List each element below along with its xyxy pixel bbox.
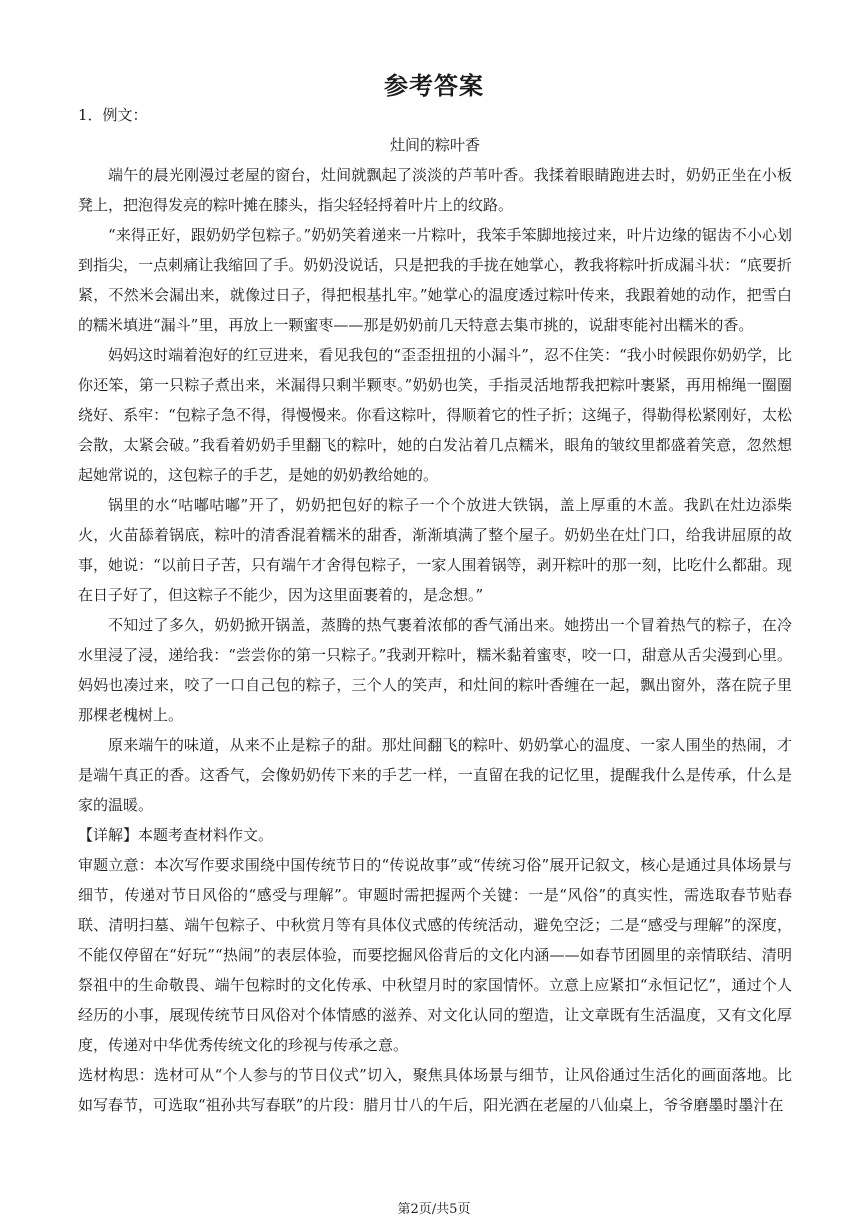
essay-paragraph: 不知过了多久，奶奶掀开锅盖，蒸腾的热气裹着浓郁的香气涌出来。她捞出一个冒着热气的粽子，在冷水里浸了浸，递给我：“尝尝你的第一只粽子。”我剥开粽叶，糯米黏着蜜枣，咬一口，甜意从舌尖漫到心里。妈妈也凑过来，咬了一口自己包的粽子，三个人的笑声，和灶间的粽叶香缠在一起，飘出窗外，落在院子里那棵老槐树上。 — [78, 616, 792, 724]
answer-content — [78, 100, 792, 1120]
essay-title: 灶间的粽叶香 — [389, 136, 480, 154]
material-paragraph: 选材构思：选材可从“个人参与的节日仪式”切入，聚焦具体场景与细节，让风俗通过生活化的画面落地。比如写春节，可选取“祖孙共写春联”的片段：腊月廿八的午后，阳光洒在老屋的八仙桌上，爷爷磨墨时墨汁在 — [78, 1066, 792, 1114]
essay-paragraph: 妈妈这时端着泡好的红豆进来，看见我包的“歪歪扭扭的小漏斗”，忍不住笑：“我小时候跟你奶奶学，比你还笨，第一只粽子煮出来，米漏得只剩半颗枣。”奶奶也笑，手指灵活地帮我把粽叶裹紧，再用棉绳一圈圈绕好、系牢：“包粽子急不得，得慢慢来。你看这粽叶，得顺着它的性子折；这绳子，得勒得松紧刚好，太松会散，太紧会破。”我看着奶奶手里翻飞的粽叶，她的白发沾着几点糯米，眼角的皱纹里都盛着笑意，忽然想起她常说的，这包粽子的手艺，是她的奶奶教给她的。 — [78, 346, 792, 484]
essay-paragraph: “来得正好，跟奶奶学包粽子。”奶奶笑着递来一片粽叶，我笨手笨脚地接过来，叶片边缘的锯齿不小心划到指尖，一点刺痛让我缩回了手。奶奶没说话，只是把我的手拢在她掌心，教我将粽叶折成漏斗状：“底要折紧，不然米会漏出来，就像过日子，得把根基扎牢。”她掌心的温度透过粽叶传来，我跟着她的动作，把雪白的糯米填进“漏斗”里，再放上一颗蜜枣——那是奶奶前几天特意去集市挑的，说甜枣能衬出糯米的香。 — [78, 226, 792, 334]
page-title: 参考答案 — [384, 71, 484, 100]
detail-heading: 【详解】本题考查材料作文。 — [78, 826, 274, 844]
page-number: 第2页/共5页 — [397, 1202, 471, 1217]
review-paragraph: 审题立意：本次写作要求围绕中国传统节日的“传说故事”或“传统习俗”展开记叙文，核心是通过具体场景与细节，传递对节日风俗的“感受与理解”。审题时需把握两个关键：一是“风俗”的真实性，需选取春节贴春联、清明扫墓、端午包粽子、中秋赏月等有具体仪式感的传统活动，避免空泛；二是“感受与理解”的深度，不能仅停留在“好玩”“热闹”的表层体验，而要挖掘风俗背后的文化内涵——如春节团圆里的亲情联结、清明祭祖中的生命敬畏、端午包粽时的文化传承、中秋望月时的家国情怀。立意上应紧扣“永恒记忆”，通过个人经历的小事，展现传统节日风俗对个体情感的滋养、对文化认同的塑造，让文章既有生活温度，又有文化厚度，传递对中华优秀传统文化的珍视与传承之意。 — [78, 856, 792, 1054]
example-label: 1．例文： — [78, 106, 148, 124]
essay-paragraph: 锅里的水“咕嘟咕嘟”开了，奶奶把包好的粽子一个个放进大铁锅，盖上厚重的木盖。我趴在灶边添柴火，火苗舔着锅底，粽叶的清香混着糯米的甜香，渐渐填满了整个屋子。奶奶坐在灶门口，给我讲屈原的故事，她说：“以前日子苦，只有端午才舍得包粽子，一家人围着锅等，剥开粽叶的那一刻，比吃什么都甜。现在日子好了，但这粽子不能少，因为这里面裹着的，是念想。” — [78, 496, 792, 604]
essay-paragraph: 原来端午的味道，从来不止是粽子的甜。那灶间翻飞的粽叶、奶奶掌心的温度、一家人围坐的热闹，才是端午真正的香。这香气，会像奶奶传下来的手艺一样，一直留在我的记忆里，提醒我什么是传承，什么是家的温暖。 — [78, 736, 792, 814]
essay-paragraph: 端午的晨光刚漫过老屋的窗台，灶间就飘起了淡淡的芦苇叶香。我揉着眼睛跑进去时，奶奶正坐在小板凳上，把泡得发亮的粽叶摊在膝头，指尖轻轻捋着叶片上的纹路。 — [78, 166, 792, 214]
